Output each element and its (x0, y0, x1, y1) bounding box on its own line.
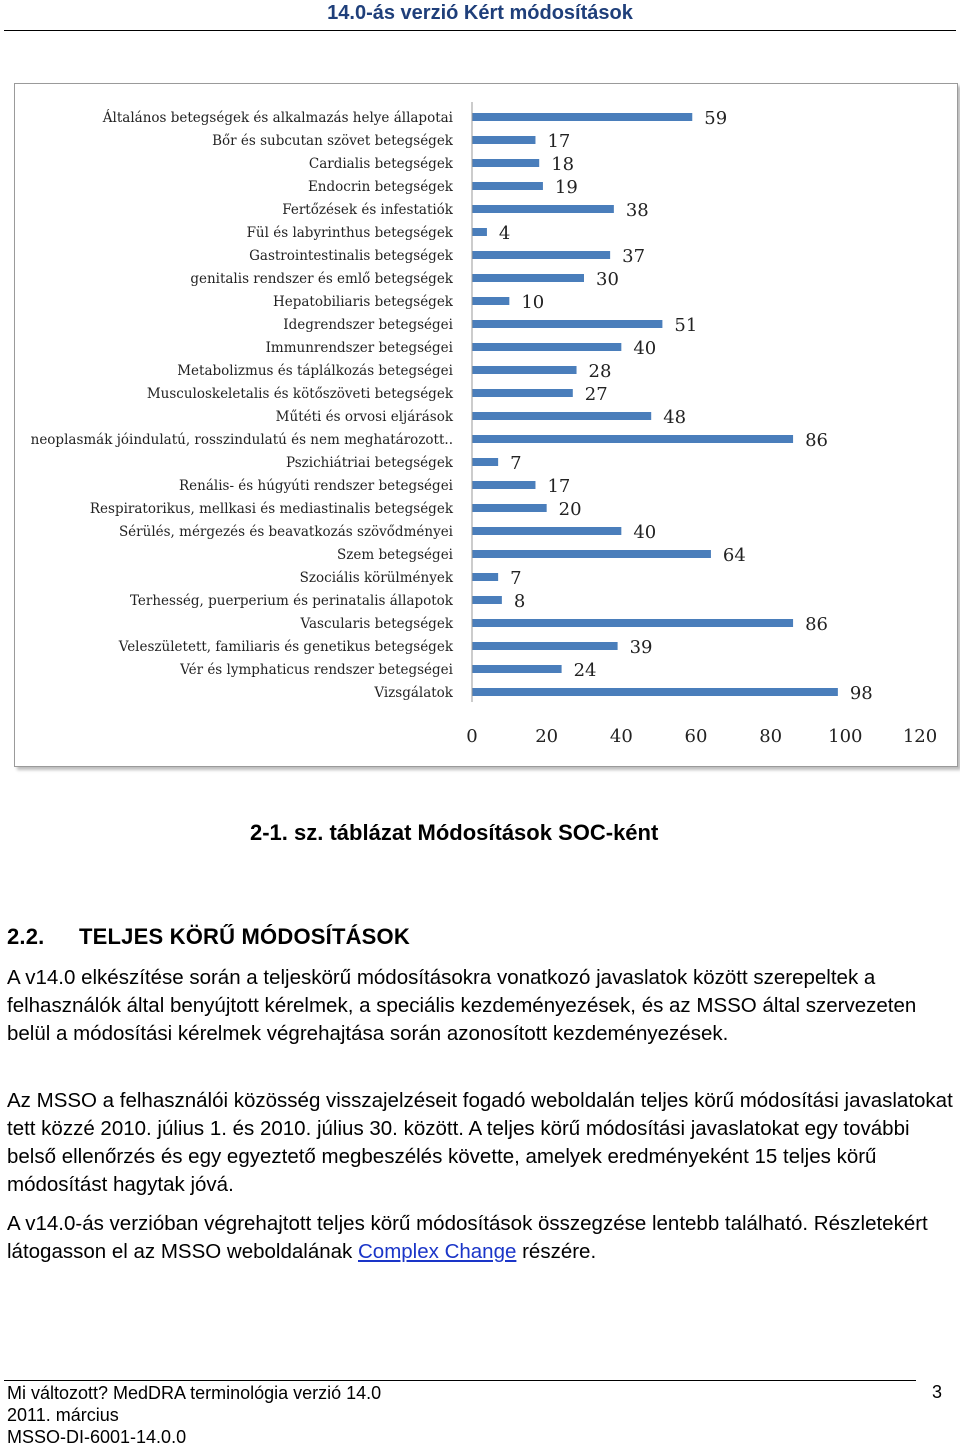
data-label: 10 (521, 292, 545, 313)
data-label: 17 (547, 131, 571, 152)
category-label: Pszichiátriai betegségek (286, 455, 453, 471)
category-label: Vér és lymphaticus rendszer betegségei (180, 662, 453, 678)
x-tick-label: 40 (609, 726, 633, 747)
bar (472, 113, 692, 121)
complex-change-link[interactable]: Complex Change (357, 1240, 517, 1263)
category-label: Általános betegségek és alkalmazás helye állapotai (102, 110, 453, 126)
category-label: Terhesség, puerperium és perinatalis állapotok (129, 593, 453, 609)
paragraph-2: Az MSSO a felhasználói közösség visszajelzéseit fogadó weboldalán teljes körű módosítási javaslatokat tett közzé 2010. július 1. és 2010. július 30. között. A teljes körű módosítási javaslatokat egy további belső ellenőrzés és egy egyeztető megbeszélés követte, amelyek eredményeként 15 teljes körű módosítást hagytak jóvá. (7, 1089, 953, 1196)
data-label: 59 (704, 108, 728, 129)
footer-divider (4, 1380, 916, 1381)
data-label: 19 (554, 177, 578, 198)
data-label: 40 (633, 522, 657, 543)
data-label: 20 (558, 499, 582, 520)
data-label: 39 (629, 637, 653, 658)
bar (472, 412, 651, 420)
bar (472, 619, 793, 627)
data-label: 17 (547, 476, 571, 497)
category-label: Vascularis betegségek (300, 616, 453, 632)
data-label: 27 (584, 384, 608, 405)
data-label: 28 (588, 361, 612, 382)
bar (472, 297, 509, 305)
soc-bar-chart-frame (14, 83, 958, 767)
bar (472, 504, 547, 512)
data-label: 48 (663, 407, 687, 428)
bar (472, 251, 610, 259)
paragraph-3-end: részére. (516, 1240, 597, 1263)
bar (472, 274, 584, 282)
bar (472, 343, 621, 351)
category-label: Fertőzések és infestatiók (282, 202, 453, 218)
x-tick-label: 120 (902, 726, 938, 747)
data-labels (499, 108, 873, 704)
bar (472, 527, 621, 535)
bar (472, 688, 838, 696)
category-label: Metabolizmus és táplálkozás betegségei (177, 363, 453, 379)
footer-doc-title: Mi változott? MedDRA terminológia verzió 14.0 (7, 1383, 382, 1403)
data-label: 18 (551, 154, 575, 175)
category-label: Hepatobiliaris betegségek (272, 294, 453, 310)
bar (472, 366, 577, 374)
category-label: Endocrin betegségek (307, 179, 453, 195)
category-label: neoplasmák jóindulatú, rosszindulatú és nem meghatározott.. (30, 432, 453, 448)
category-label: Musculoskeletalis és kötőszöveti betegségek (146, 386, 453, 402)
paragraph-1: A v14.0 elkészítése során a teljeskörű módosításokra vonatkozó javaslatok között szerepeltek a felhasználók által benyújtott kérelmek, a speciális kezdeményezések, és az MSSO által szervezeten belül a módosítási kérelmek végrehajtása során azonosított kezdeményezések. (7, 966, 917, 1045)
category-label: Fül és labyrinthus betegségek (246, 225, 453, 241)
footer-date: 2011. március (7, 1405, 119, 1425)
x-tick-label: 60 (684, 726, 708, 747)
x-tick-label: 20 (535, 726, 559, 747)
category-label: Szem betegségei (337, 547, 453, 563)
category-labels (31, 110, 454, 701)
bar (472, 320, 662, 328)
data-label: 38 (625, 200, 649, 221)
category-label: genitalis rendszer és emlő betegségek (190, 271, 453, 287)
category-label: Műtéti és orvosi eljárások (275, 409, 453, 425)
section-heading (7, 924, 410, 950)
category-label: Cardialis betegségek (308, 156, 453, 172)
category-label: Vizsgálatok (374, 685, 453, 701)
bar (472, 136, 535, 144)
bar (472, 205, 614, 213)
data-label: 51 (674, 315, 698, 336)
category-label: Veleszületett, familiaris és genetikus betegségek (118, 639, 453, 655)
page-header-title: 14.0-ás verzió Kért módosítások (327, 2, 633, 24)
section-number: 2.2. (7, 924, 45, 949)
paragraph-3 (7, 1210, 953, 1266)
bar (472, 435, 793, 443)
data-label: 7 (510, 453, 522, 474)
data-label: 4 (498, 223, 511, 244)
x-tick-label: 100 (828, 726, 863, 747)
category-label: Szociális körülmények (299, 570, 453, 586)
bar (472, 458, 498, 466)
data-label: 24 (573, 660, 597, 681)
bar (472, 389, 573, 397)
header-divider (4, 30, 956, 31)
bar (472, 228, 487, 236)
soc-bar-chart (15, 84, 957, 766)
footer-doc-id: MSSO-DI-6001-14.0.0 (7, 1427, 187, 1447)
bar (472, 481, 535, 489)
bar (472, 550, 711, 558)
bar (472, 665, 562, 673)
x-tick-label: 0 (466, 726, 478, 747)
category-label: Gastrointestinalis betegségek (249, 248, 453, 264)
figure-caption: 2-1. sz. táblázat Módosítások SOC-ként (250, 820, 659, 845)
category-label: Sérülés, mérgezés és beavatkozás szövődményei (118, 524, 453, 540)
paragraph-3-text: A v14.0-ás verzióban végrehajtott teljes körű módosítások összegzése lentebb található. Részletekért látogasson el az MSSO weboldalának (7, 1212, 928, 1263)
category-label: Immunrendszer betegségei (265, 340, 453, 356)
data-label: 30 (596, 269, 619, 290)
category-label: Bőr és subcutan szövet betegségek (212, 133, 453, 149)
data-label: 8 (513, 591, 526, 612)
x-tick-label: 80 (759, 726, 783, 747)
bar (472, 642, 618, 650)
page-number: 3 (932, 1382, 943, 1402)
data-label: 98 (849, 683, 873, 704)
bar (472, 596, 502, 604)
category-label: Respiratorikus, mellkasi és mediastinalis betegségek (89, 501, 453, 517)
bar (472, 159, 539, 167)
category-label: Idegrendszer betegségei (283, 317, 453, 333)
data-label: 86 (805, 430, 828, 451)
bar (472, 182, 543, 190)
data-label: 86 (805, 614, 828, 635)
bars (472, 113, 838, 696)
data-label: 40 (633, 338, 657, 359)
category-label: Renális- és húgyúti rendszer betegségei (178, 478, 453, 494)
x-axis (466, 102, 937, 747)
data-label: 37 (622, 246, 646, 267)
bar (472, 573, 498, 581)
section-title: TELJES KÖRŰ MÓDOSÍTÁSOK (79, 924, 410, 949)
data-label: 64 (722, 545, 746, 566)
data-label: 7 (510, 568, 522, 589)
